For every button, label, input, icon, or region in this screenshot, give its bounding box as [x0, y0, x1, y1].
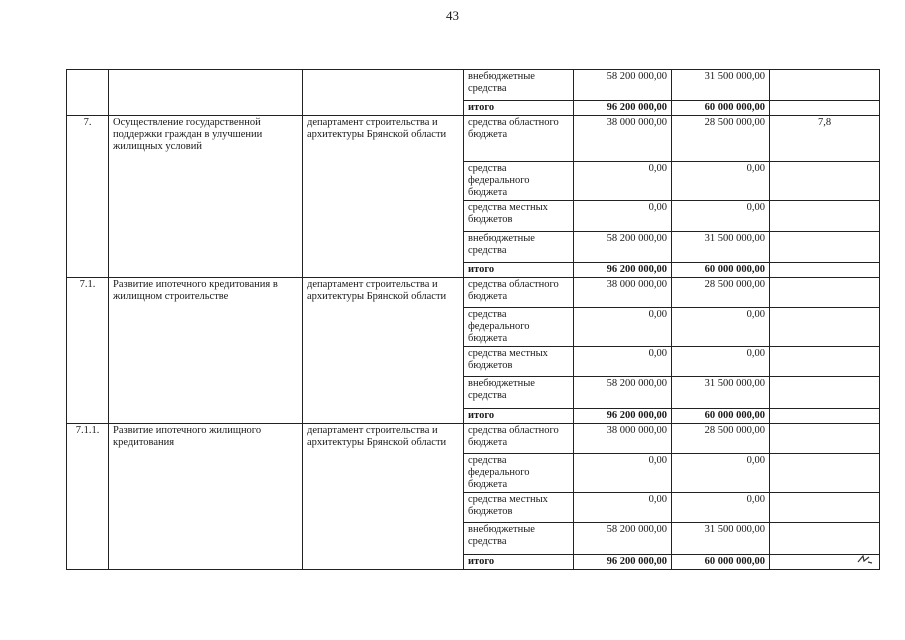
funding-source: средства областного бюджета [464, 116, 574, 162]
amount-2: 0,00 [672, 162, 770, 201]
indicator-ref [770, 70, 880, 101]
item-department [303, 70, 464, 116]
table-row [67, 278, 880, 308]
amount-1: 58 200 000,00 [574, 523, 672, 555]
funding-source: средства местных бюджетов [464, 347, 574, 377]
amount-2: 0,00 [672, 454, 770, 493]
amount-2: 0,00 [672, 347, 770, 377]
amount-2: 28 500 000,00 [672, 424, 770, 454]
amount-1: 38 000 000,00 [574, 424, 672, 454]
item-department: департамент строительства и архитектуры Брянской области [303, 424, 464, 570]
indicator-ref [770, 424, 880, 454]
amount-1: 38 000 000,00 [574, 278, 672, 308]
amount-2: 28 500 000,00 [672, 116, 770, 162]
amount-1: 0,00 [574, 347, 672, 377]
indicator-ref [770, 232, 880, 263]
amount-2: 60 000 000,00 [672, 263, 770, 278]
amount-1: 58 200 000,00 [574, 232, 672, 263]
indicator-ref [770, 263, 880, 278]
indicator-ref [770, 201, 880, 232]
indicator-ref [770, 162, 880, 201]
amount-2: 0,00 [672, 308, 770, 347]
funding-source: внебюджетные средства [464, 70, 574, 101]
indicator-ref [770, 409, 880, 424]
amount-2: 60 000 000,00 [672, 101, 770, 116]
table-row [67, 116, 880, 162]
amount-2: 60 000 000,00 [672, 409, 770, 424]
amount-2: 28 500 000,00 [672, 278, 770, 308]
amount-1: 96 200 000,00 [574, 555, 672, 570]
funding-source: итого [464, 263, 574, 278]
indicator-ref [770, 101, 880, 116]
funding-source: итого [464, 101, 574, 116]
table-row [67, 70, 880, 101]
amount-2: 0,00 [672, 201, 770, 232]
item-name: Осуществление государственной поддержки граждан в улучшении жилищных условий [109, 116, 303, 278]
handwritten-mark-icon [856, 553, 874, 568]
amount-1: 38 000 000,00 [574, 116, 672, 162]
indicator-ref [770, 523, 880, 555]
indicator-ref [770, 454, 880, 493]
funding-source: средства федерального бюджета [464, 308, 574, 347]
item-name [109, 70, 303, 116]
amount-2: 31 500 000,00 [672, 232, 770, 263]
amount-2: 31 500 000,00 [672, 523, 770, 555]
item-number: 7. [67, 116, 109, 278]
amount-1: 0,00 [574, 493, 672, 523]
item-name: Развитие ипотечного кредитования в жилищном строительстве [109, 278, 303, 424]
funding-source: средства федерального бюджета [464, 454, 574, 493]
indicator-ref: 7,8 [770, 116, 880, 162]
amount-2: 31 500 000,00 [672, 70, 770, 101]
funding-source: внебюджетные средства [464, 377, 574, 409]
indicator-ref [770, 347, 880, 377]
amount-1: 0,00 [574, 162, 672, 201]
indicator-ref [770, 308, 880, 347]
page-number: 43 [446, 8, 459, 23]
amount-2: 0,00 [672, 493, 770, 523]
amount-2: 60 000 000,00 [672, 555, 770, 570]
funding-source: средства областного бюджета [464, 424, 574, 454]
item-number: 7.1.1. [67, 424, 109, 570]
table-row [67, 424, 880, 454]
amount-1: 96 200 000,00 [574, 101, 672, 116]
indicator-ref [770, 493, 880, 523]
funding-source: средства местных бюджетов [464, 201, 574, 232]
item-department: департамент строительства и архитектуры Брянской области [303, 116, 464, 278]
indicator-ref [770, 278, 880, 308]
funding-source: внебюджетные средства [464, 232, 574, 263]
item-name: Развитие ипотечного жилищного кредитования [109, 424, 303, 570]
funding-source: средства местных бюджетов [464, 493, 574, 523]
amount-2: 31 500 000,00 [672, 377, 770, 409]
funding-source: итого [464, 555, 574, 570]
amount-1: 96 200 000,00 [574, 409, 672, 424]
amount-1: 96 200 000,00 [574, 263, 672, 278]
item-number [67, 70, 109, 116]
funding-source: средства областного бюджета [464, 278, 574, 308]
amount-1: 58 200 000,00 [574, 377, 672, 409]
amount-1: 0,00 [574, 454, 672, 493]
funding-source: средства федерального бюджета [464, 162, 574, 201]
funding-source: итого [464, 409, 574, 424]
amount-1: 0,00 [574, 201, 672, 232]
amount-1: 0,00 [574, 308, 672, 347]
item-number: 7.1. [67, 278, 109, 424]
item-department: департамент строительства и архитектуры Брянской области [303, 278, 464, 424]
funding-source: внебюджетные средства [464, 523, 574, 555]
amount-1: 58 200 000,00 [574, 70, 672, 101]
budget-table [66, 69, 880, 570]
indicator-ref [770, 377, 880, 409]
